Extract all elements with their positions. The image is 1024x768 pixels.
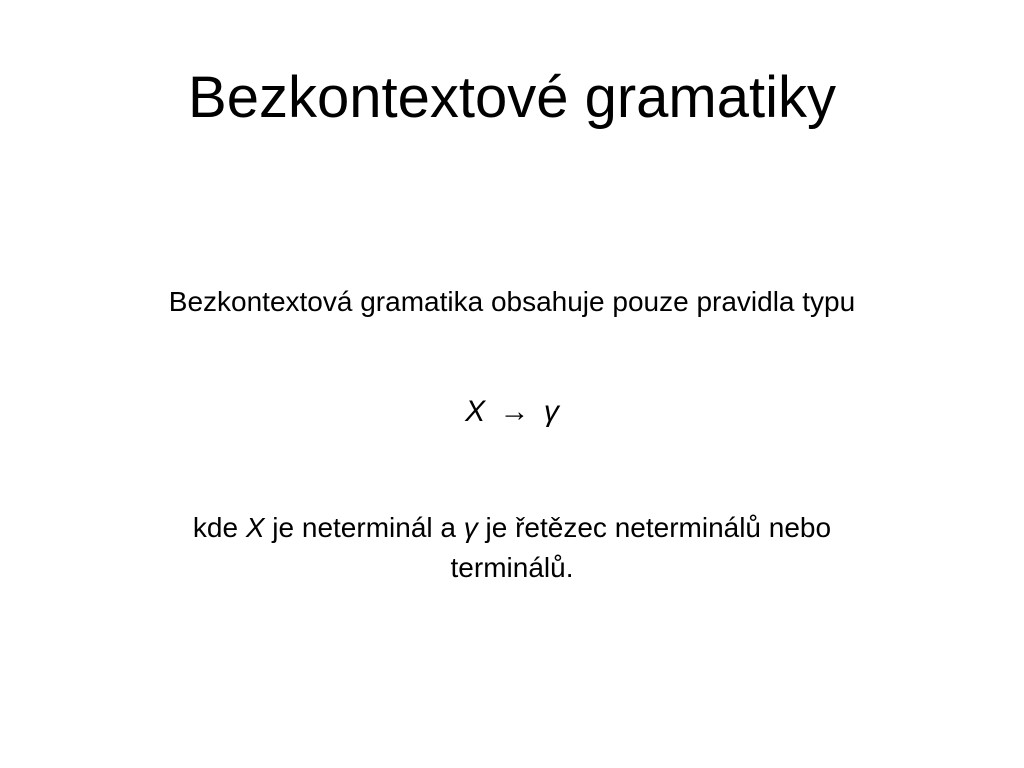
explanation-line-2: terminálů. (450, 552, 574, 583)
explanation-text (0, 508, 1024, 588)
rule-right-symbol: γ (543, 395, 559, 428)
right-arrow-icon: → (499, 395, 530, 428)
explanation-part-2: je neterminál a (264, 512, 464, 543)
explanation-part-3: je řetězec neterminálů nebo (477, 512, 832, 543)
explanation-variable-gamma: γ (463, 512, 478, 543)
production-rule (0, 394, 1024, 430)
rule-left-symbol: X (465, 395, 486, 428)
slide-title: Bezkontextové gramatiky (188, 65, 836, 130)
explanation-part-1: kde (192, 512, 246, 543)
intro-text: Bezkontextová gramatika obsahuje pouze pravidla typu (168, 286, 856, 317)
explanation-variable-x: X (245, 512, 265, 543)
